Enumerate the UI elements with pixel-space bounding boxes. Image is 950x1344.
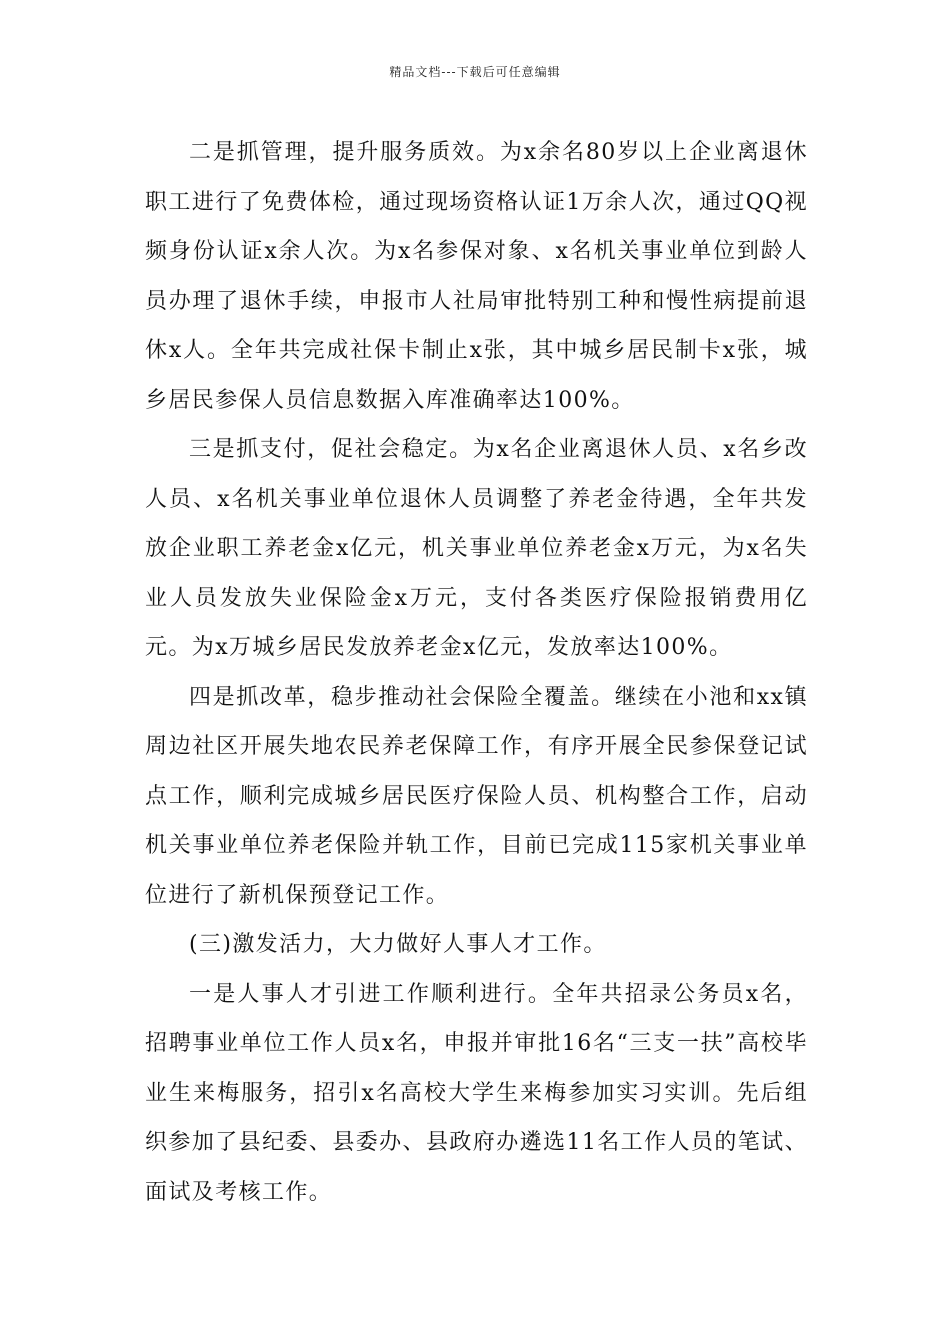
page-header: 精品文档---下载后可任意编辑 (389, 65, 561, 79)
paragraph-management: 二是抓管理，提升服务质效。为x余名80岁以上企业离退休职工进行了免费体检，通过现场资格认证1万余人次，通过QQ视频身份认证x余人次。为x名参保对象、x名机关事业单位到龄人员办理了退休手续，申报市人社局审批特别工种和慢性病提前退休x人。全年共完成社保卡制止x张，其中城乡居民制卡x张，城乡居民参保人员信息数据入库准确率达100%。 (145, 140, 808, 413)
paragraph-payment: 三是抓支付，促社会稳定。为x名企业离退休人员、x名乡改人员、x名机关事业单位退休人员调整了养老金待遇，全年共发放企业职工养老金x亿元，机关事业单位养老金x万元，为x名失业人员发放失业保险金x万元，支付各类医疗保险报销费用亿元。为x万城乡居民发放养老金x亿元，发放率达100%。 (145, 437, 808, 660)
section-heading-personnel: (三)激发活力，大力做好人事人才工作。 (189, 932, 607, 957)
paragraph-talent-recruitment: 一是人事人才引进工作顺利进行。全年共招录公务员x名，招聘事业单位工作人员x名，申报并审批16名“三支一扶”高校毕业生来梅服务，招引x名高校大学生来梅参加实习实训。先后组织参加了县纪委、县委办、县政府办遴选11名工作人员的笔试、面试及考核工作。 (145, 981, 808, 1205)
paragraph-reform: 四是抓改革，稳步推动社会保险全覆盖。继续在小池和xx镇周边社区开展失地农民养老保障工作，有序开展全民参保登记试点工作，顺利完成城乡居民医疗保险人员、机构整合工作，启动机关事业单位养老保险并轨工作，目前已完成115家机关事业单位进行了新机保预登记工作。 (145, 684, 808, 908)
document-body (145, 128, 808, 1217)
